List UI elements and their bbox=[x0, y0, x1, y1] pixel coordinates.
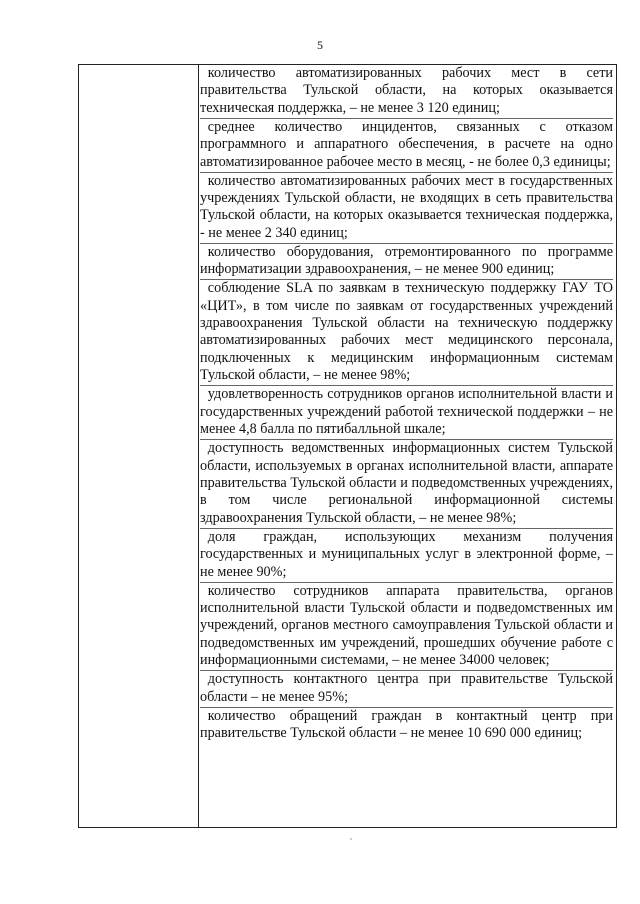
indicators-table bbox=[78, 64, 617, 828]
indicator-item: количество обращений граждан в контактный центр при правительстве Тульской области – не менее 10 690 000 единиц; bbox=[200, 707, 613, 741]
indicator-item: количество автоматизированных рабочих мест в сети правительства Тульской области, на которых оказывается техническая поддержка, – не менее 3 120 единиц; bbox=[200, 65, 613, 116]
page-number: 5 bbox=[317, 38, 323, 52]
indicator-item: доступность ведомственных информационных систем Тульской области, используемых в органах исполнительной власти, аппарате правительства Тульской области и подведомственных учреждениях, в том числе региональной информационной системы здравоохранения Тульской области, – не менее 98%; bbox=[200, 440, 613, 526]
indicator-item: количество оборудования, отремонтированного по программе информатизации здравоохранения, – не менее 900 единиц; bbox=[200, 243, 613, 278]
indicator-item: количество сотрудников аппарата правительства, органов исполнительной власти Тульской области и подведомственных им учреждений, органов местного самоуправления Тульской области и подведомственных им учреждений, прошедших обучение работе с информационными системами, – не менее 34000 человек; bbox=[200, 582, 613, 669]
column-divider bbox=[198, 65, 199, 827]
indicator-item: доля граждан, использующих механизм получения государственных и муниципальных услуг в электронной форме, – не менее 90%; bbox=[200, 528, 613, 580]
indicator-item: доступность контактного центра при правительстве Тульской области – не менее 95%; bbox=[200, 671, 613, 705]
indicator-item: соблюдение SLA по заявкам в техническую поддержку ГАУ ТО «ЦИТ», в том числе по заявкам от государственных учреждений здравоохранения Тульской области на техническую поддержку автоматизированных рабочих мест медицинского персонала, подключенных к медицинским информационным системам Тульской области, – не менее 98%; bbox=[200, 280, 613, 384]
indicator-item: среднее количество инцидентов, связанных с отказом программного и аппаратного обеспечения, в расчете на одно автоматизированное рабочее место в месяц, - не более 0,3 единицы; bbox=[200, 118, 613, 170]
indicator-item: удовлетворенность сотрудников органов исполнительной власти и государственных учреждений работой технической поддержки – не менее 4,8 балла по пятибалльной шкале; bbox=[200, 386, 613, 438]
indicators-column bbox=[200, 65, 613, 827]
indicator-item: количество автоматизированных рабочих мест в государственных учреждениях Тульской области, не входящих в сеть правительства Тульской области, на которых оказывается техническая поддержка, - не менее 2 340 единиц; bbox=[200, 172, 613, 241]
scan-dot bbox=[350, 838, 352, 840]
